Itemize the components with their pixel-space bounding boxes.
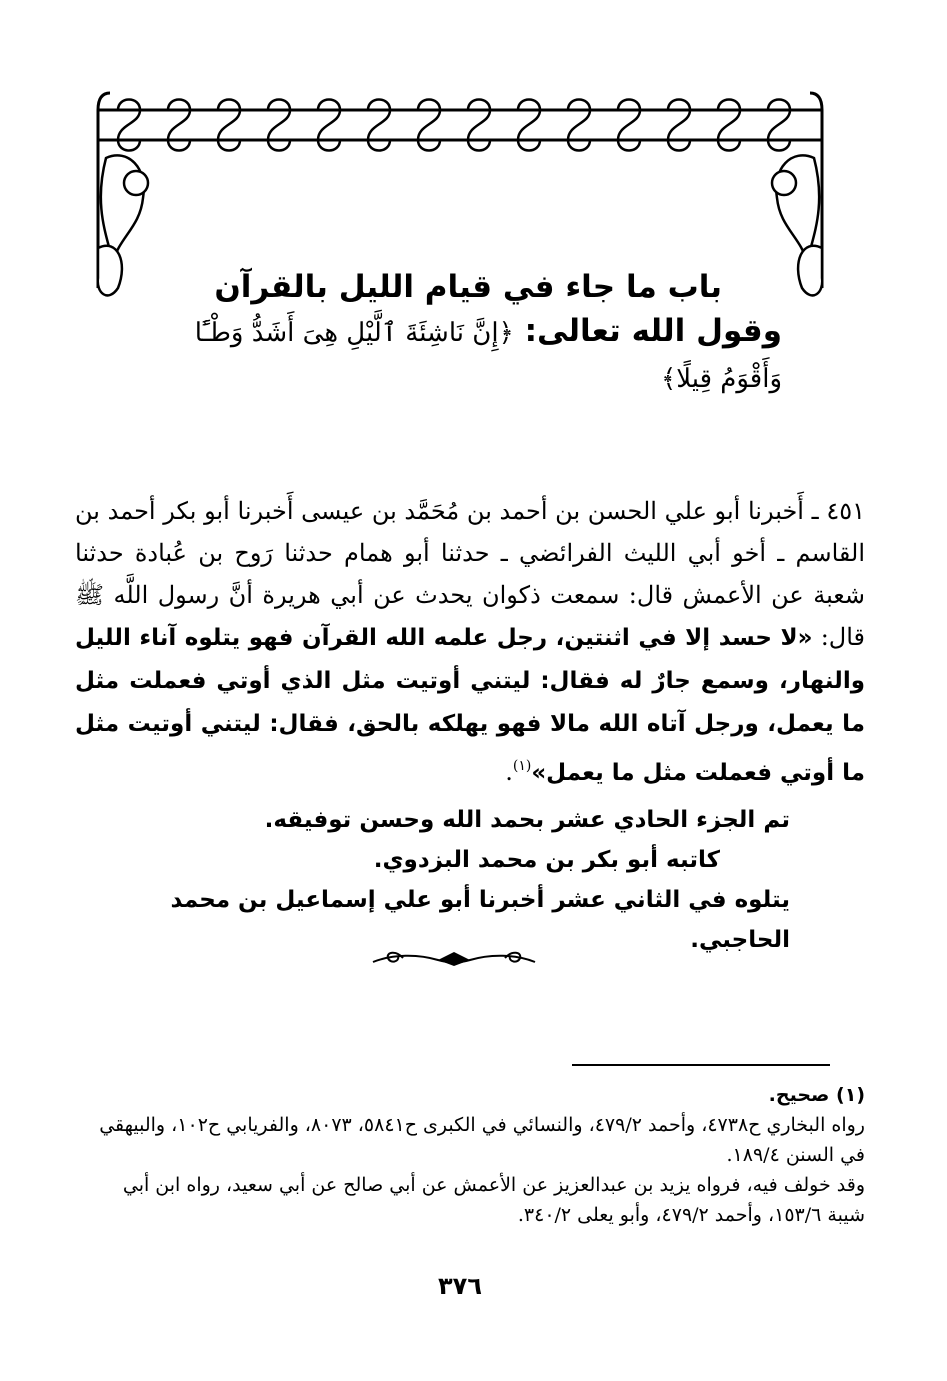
subtitle-prefix: وقول الله تعالى: <box>524 313 782 349</box>
footnotes <box>85 1080 865 1230</box>
footnote-1-text-1: رواه البخاري ح٤٧٣٨، وأحمد ٤٧٩/٢، والنسائي في الكبرى ح٥٨٤١، ٨٠٧٣، والفريابي ح١٠٢، والبيهقي في السنن ١٨٩/٤. <box>99 1114 865 1166</box>
colophon-line-3: يتلوه في الثاني عشر أخبرنا أبو علي إسماعيل بن محمد الحاجبي. <box>170 887 790 953</box>
page-number: ٣٧٦ <box>438 1272 482 1300</box>
footnote-marker: (١) <box>512 758 532 774</box>
footnote-1-text-2: وقد خولف فيه، فرواه يزيد بن عبدالعزيز عن الأعمش عن أبي صالح عن أبي سعيد، رواه ابن أبي شيبة ١٥٣/٦، وأحمد ٤٧٩/٢، وأبو يعلى ٣٤٠/٢. <box>122 1174 865 1226</box>
chapter-subtitle <box>142 309 782 401</box>
chapter-title: باب ما جاء في قيام الليل بالقرآن <box>214 269 722 305</box>
footnote-1-label: (١) صحيح. <box>768 1084 865 1106</box>
hadith-text <box>75 490 865 794</box>
section-divider-ornament <box>368 944 540 974</box>
hadith-matn: «لا حسد إلا في اثنتين، رجل علمه الله القرآن فهو يتلوه آناء الليل والنهار، وسمع جارٌ له فقال: ليتني أوتيت مثل الذي أوتي فعملت مثل ما يعمل، ورجل آتاه الله مالا فهو يهلكه بالحق، فقال: ليتني أوتيت مثل ما أوتي فعملت مثل ما يعمل» <box>75 625 865 786</box>
colophon <box>100 800 790 960</box>
quran-verse: ﴿إِنَّ نَاشِئَةَ ٱلَّيْلِ هِىَ أَشَدُّ وَطْـًٔا وَأَقْوَمُ قِيلًا﴾ <box>194 318 782 394</box>
footnote-separator <box>572 1064 830 1066</box>
hadith-isnad: ٤٥١ ـ أَخبرنا أبو علي الحسن بن أحمد بن مُحَمَّد بن عيسى أَخبرنا أبو بكر أحمد بن القاسم ـ أخو أبي الليث الفرائضي ـ حدثنا أبو همام حدثنا رَوح بن عُبادة حدثنا شعبة عن الأعمش قال: سمعت ذكوان يحدث عن أبي هريرة أنَّ رسول اللَّه ﷺ قال: <box>75 497 865 651</box>
chapter-heading <box>142 265 782 401</box>
hadith-end: . <box>505 758 513 786</box>
colophon-line-1: تم الجزء الحادي عشر بحمد الله وحسن توفيقه. <box>264 807 790 833</box>
colophon-line-2: كاتبه أبو بكر بن محمد البزدوي. <box>373 847 720 873</box>
